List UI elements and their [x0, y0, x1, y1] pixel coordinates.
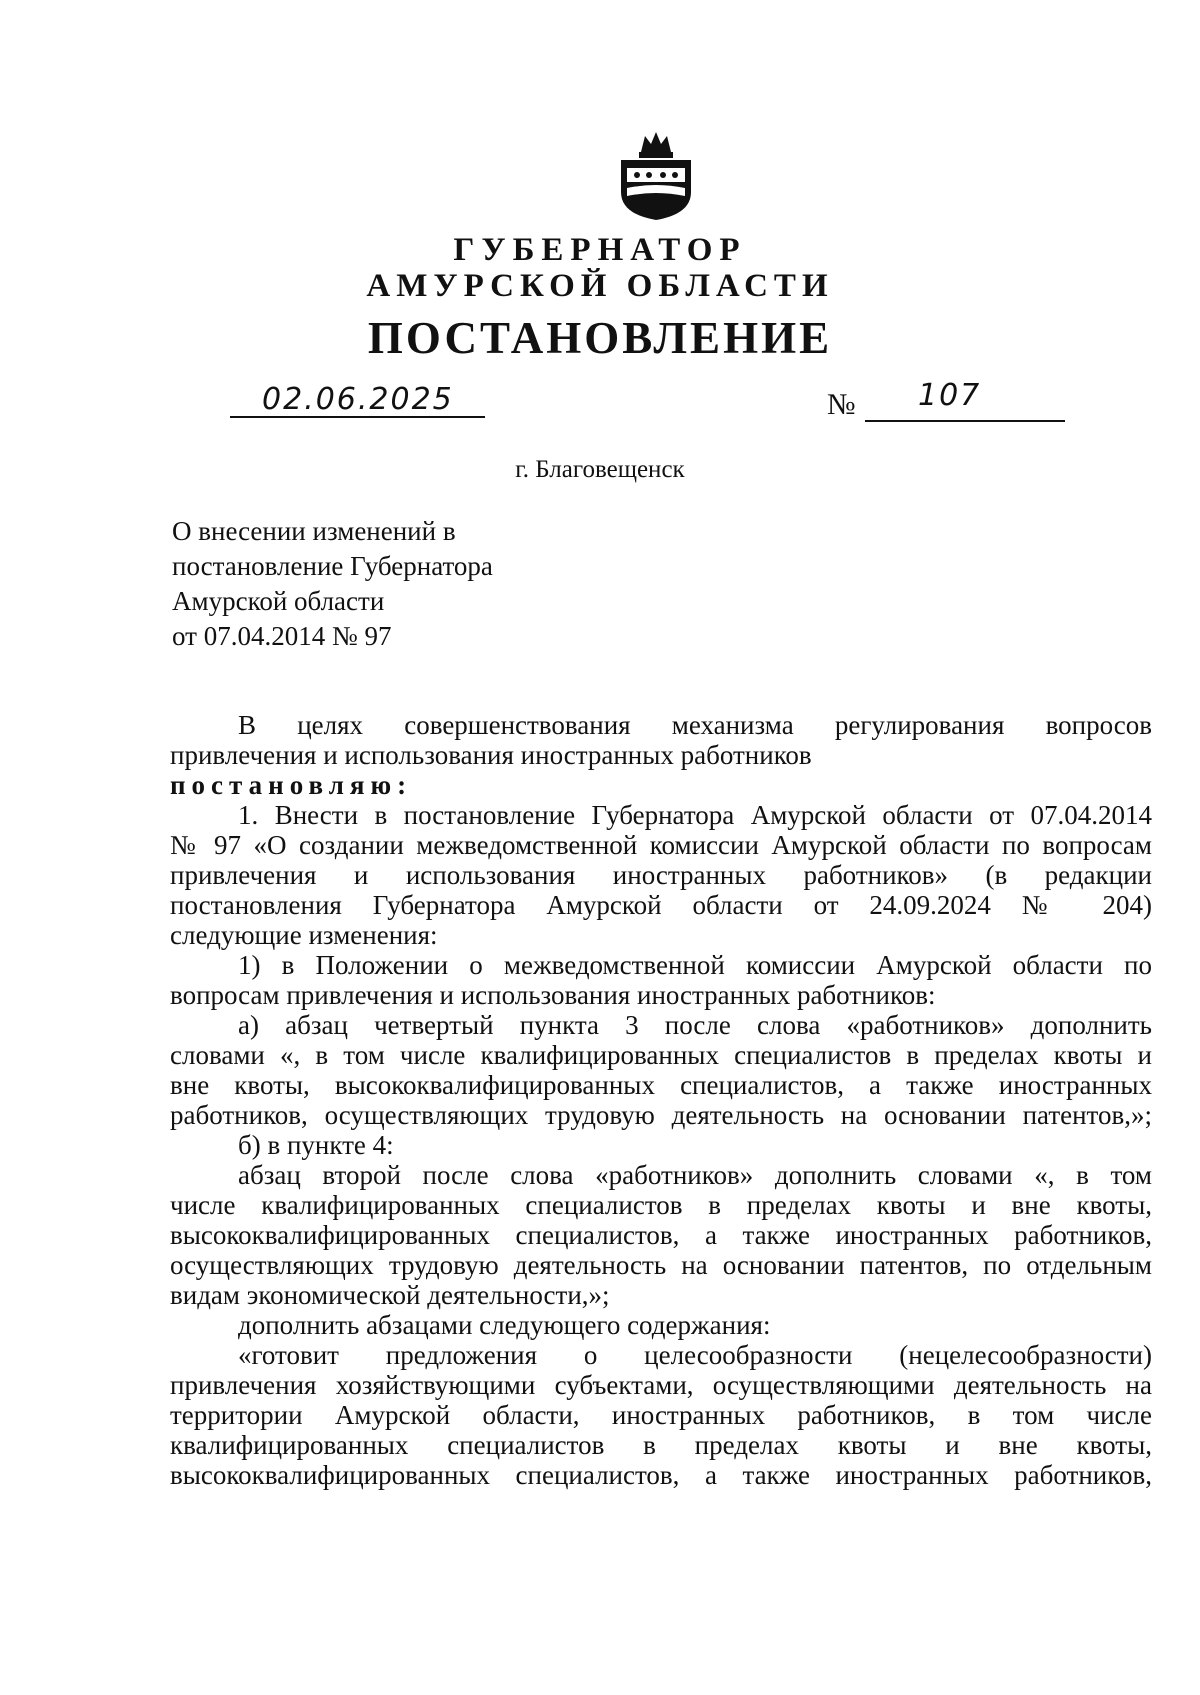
number-underline — [865, 420, 1065, 422]
body-line: постановления Губернатора Амурской области от 24.09.2024 № 204) — [170, 890, 1152, 920]
body-line: № 97 «О создании межведомственной комиссии Амурской области по вопросам — [170, 830, 1152, 860]
body-line: территории Амурской области, иностранных работников, в том числе — [170, 1400, 1152, 1430]
body-line: привлечения и использования иностранных работников — [170, 740, 812, 770]
document-type-title: ПОСТАНОВЛЕНИЕ — [367, 313, 833, 363]
body-line: следующие изменения: — [170, 920, 438, 950]
body-line: привлечения и использования иностранных работников» (в редакции — [170, 860, 1152, 890]
body-line: В целях совершенствования механизма регулирования вопросов — [238, 710, 1152, 740]
document-body — [170, 710, 1152, 1490]
body-line: б) в пункте 4: — [238, 1130, 394, 1160]
body-line: привлечения хозяйствующими субъектами, осуществляющими деятельность на — [170, 1370, 1152, 1400]
body-line: вопросам привлечения и использования иностранных работников: — [170, 980, 936, 1010]
body-line: работников, осуществляющих трудовую деятельность на основании патентов,»; — [170, 1100, 1152, 1130]
body-line: дополнить абзацами следующего содержания: — [238, 1310, 771, 1340]
header-governor: ГУБЕРНАТОР — [453, 232, 747, 268]
subject-line: постановление Губернатора — [172, 551, 493, 581]
body-line: абзац второй после слова «работников» дополнить словами «, в том — [238, 1160, 1152, 1190]
document-subject — [172, 514, 493, 654]
body-line: видам экономической деятельности,»; — [170, 1280, 610, 1310]
body-line: вне квоты, высококвалифицированных специалистов, а также иностранных — [170, 1070, 1152, 1100]
subject-line: Амурской области — [172, 586, 385, 616]
subject-line: от 07.04.2014 № 97 — [172, 621, 392, 651]
body-line: высококвалифицированных специалистов, а также иностранных работников, — [170, 1220, 1152, 1250]
body-line: а) абзац четвертый пункта 3 после слова «работников» дополнить — [238, 1010, 1152, 1040]
body-line: осуществляющих трудовую деятельность на основании патентов, по отдельным — [170, 1250, 1152, 1280]
body-line: высококвалифицированных специалистов, а также иностранных работников, — [170, 1460, 1152, 1490]
number-sign: № — [827, 388, 856, 421]
date-underline — [230, 416, 485, 418]
city-label: г. Благовещенск — [515, 456, 685, 483]
coat-of-arms-icon — [617, 122, 695, 222]
body-line: «готовит предложения о целесообразности (нецелесообразности) — [238, 1340, 1152, 1370]
body-line: 1. Внести в постановление Губернатора Амурской области от 07.04.2014 — [238, 800, 1152, 830]
body-line: квалифицированных специалистов в пределах квоты и вне квоты, — [170, 1430, 1152, 1460]
body-line: числе квалифицированных специалистов в пределах квоты и вне квоты, — [170, 1190, 1152, 1220]
header-region: АМУРСКОЙ ОБЛАСТИ — [366, 268, 834, 304]
document-date: 02.06.2025 — [262, 382, 454, 417]
subject-line: О внесении изменений в — [172, 516, 456, 546]
resolution-keyword: постановляю: — [170, 770, 413, 800]
document-number: 107 — [918, 378, 982, 413]
body-line: словами «, в том числе квалифицированных специалистов в пределах квоты и — [170, 1040, 1152, 1070]
body-line: 1) в Положении о межведомственной комиссии Амурской области по — [238, 950, 1152, 980]
